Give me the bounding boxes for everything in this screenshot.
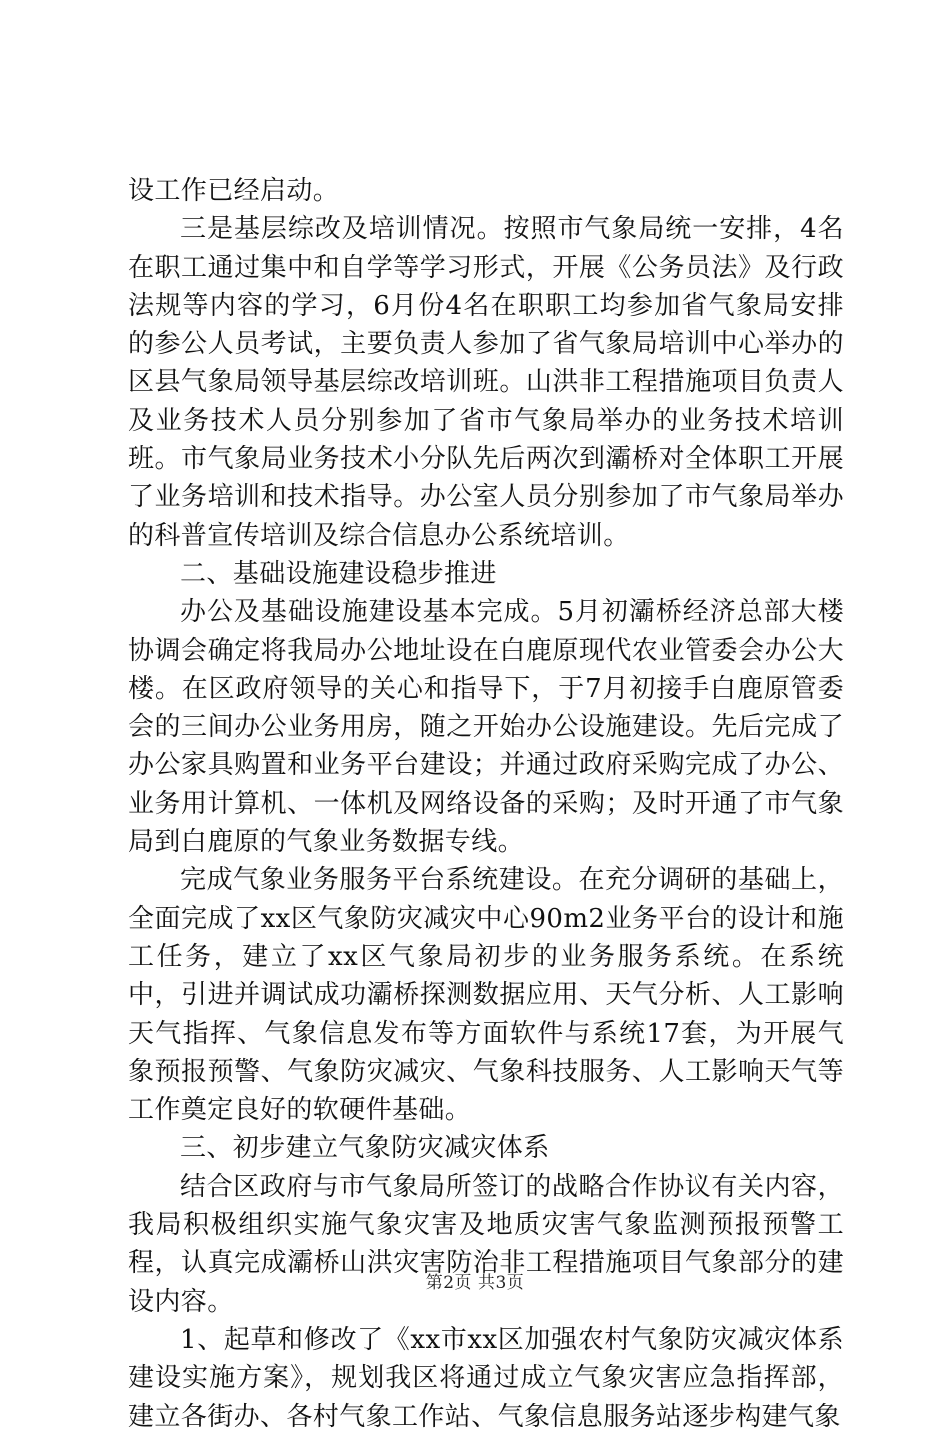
section-heading-infrastructure: 二、基础设施建设稳步推进 (180, 558, 497, 589)
paragraph-cooperation: 结合区政府与市气象局所签订的战略合作协议有关内容，我局积极组织实施气象灾害及地质灾害气象监测预报预警工程，认真完成灞桥山洪灾害防治非工程措施项目气象部分的建设内容。 (128, 1171, 844, 1317)
paragraph-office-construction: 办公及基础设施建设基本完成。5月初灞桥经济总部大楼协调会确定将我局办公地址设在白鹿原现代农业管委会办公大楼。在区政府领导的关心和指导下，于7月初接手白鹿原管委会的三间办公业务用房，随之开始办公设施建设。先后完成了办公家具购置和业务平台建设；并通过政府采购完成了办公、业务用计算机、一体机及网络设备的采购；及时开通了市气象局到白鹿原的气象业务数据专线。 (128, 597, 844, 858)
document-body (128, 172, 844, 1436)
paragraph-continuation: 设工作已经启动。 (128, 176, 340, 206)
paragraph-training: 三是基层综改及培训情况。按照市气象局统一安排，4名在职工通过集中和自学等学习形式，开展《公务员法》及行政法规等内容的学习，6月份4名在职职工均参加省气象局安排的参公人员考试，主要负责人参加了省气象局培训中心举办的区县气象局领导基层综改培训班。山洪非工程措施项目负责人及业务技术人员分别参加了省市气象局举办的业务技术培训班。市气象局业务技术小分队先后两次到灞桥对全体职工开展了业务培训和技术指导。办公室人员分别参加了市气象局举办的科普宣传培训及综合信息办公系统培训。 (128, 214, 844, 551)
paragraph-item-1: 1、起草和修改了《xx市xx区加强农村气象防灾减灾体系建设实施方案》，规划我区将通过成立气象灾害应急指挥部，建立各街办、各村气象工作站、气象信息服务站逐步构建气象 (128, 1324, 844, 1432)
paragraph-platform-construction: 完成气象业务服务平台系统建设。在充分调研的基础上，全面完成了xx区气象防灾减灾中心90m2业务平台的设计和施工任务，建立了xx区气象局初步的业务服务系统。在系统中，引进并调试成功灞桥探测数据应用、天气分析、人工影响天气指挥、气象信息发布等方面软件与系统17套，为开展气象预报预警、气象防灾减灾、气象科技服务、人工影响天气等工作奠定良好的软硬件基础。 (128, 865, 844, 1126)
section-heading-disaster-prevention: 三、初步建立气象防灾减灾体系 (180, 1133, 550, 1164)
page-number-footer: 第2页 共3页 (425, 1273, 525, 1293)
